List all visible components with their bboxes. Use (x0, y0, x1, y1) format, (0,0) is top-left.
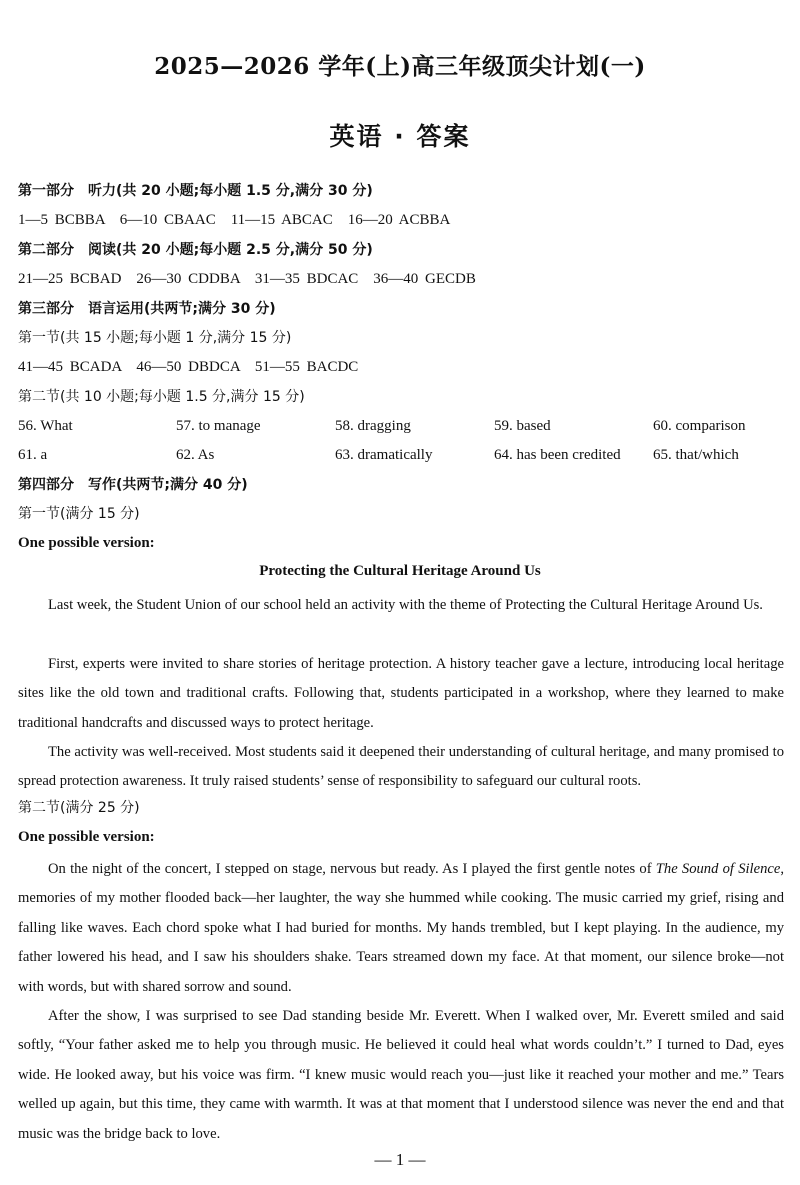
page-number: — 1 — (374, 1150, 426, 1169)
fill-answer: 56. What (18, 418, 73, 434)
part2-answers: 21—25 BCBAD 26—30 CDDBA 31—35 BDCAC 36—40 GECDB (18, 271, 476, 287)
page-subtitle: 英语 · 答案 (329, 122, 471, 151)
fill-answer: 62. As (176, 447, 215, 463)
fill-answer: 60. comparison (653, 418, 746, 434)
song-title: The Sound of Silence (655, 861, 781, 877)
fill-answer: 58. dragging (335, 418, 411, 434)
part1-answers: 1—5 BCBBA 6—10 CBAAC 11—15 ABCAC 16—20 ACBBA (18, 212, 451, 228)
part3-section2-heading: 第二节(共 10 小题;每小题 1.5 分,满分 15 分) (18, 389, 305, 405)
part4-heading: 第四部分 写作(共两节;满分 40 分) (18, 477, 248, 493)
essay-paragraph: The activity was well-received. Most students said it deepened their understanding of cultural heritage, and many promised to spread protection awareness. It truly raised students’ sense of responsibility to safeguard our cultural roots. (18, 744, 784, 790)
fill-answers-row-1 (18, 416, 798, 436)
essay-paragraph: First, experts were invited to share stories of heritage protection. A history teacher gave a lecture, introducing local heritage sites like the old town and traditional crafts. Following that, students participated in a workshop, where they learned to make traditional handcrafts and discussed ways to protect heritage. (18, 656, 784, 731)
part4-section1-heading: 第一节(满分 15 分) (18, 506, 140, 522)
part3-heading: 第三部分 语言运用(共两节;满分 30 分) (18, 301, 276, 317)
story-paragraph (18, 855, 784, 1002)
story-text: , memories of my mother flooded back—her laughter, the way she hummed while cooking. The music carried my grief, rising and falling like waves. Each chord spoke what I had buried for months. My hands trembled, but I kept playing. In the audience, my father lowered his head, and I saw his shoulders shake. Tears streamed down my face. At that moment, our silence broke—not with words, but with shared sorrow and sound. (18, 861, 784, 995)
part4-section2-heading: 第二节(满分 25 分) (18, 800, 140, 816)
fill-answer: 63. dramatically (335, 447, 433, 463)
fill-answer: 59. based (494, 418, 551, 434)
fill-answer: 57. to manage (176, 418, 261, 434)
fill-answer: 65. that/which (653, 447, 739, 463)
part2-heading: 第二部分 阅读(共 20 小题;每小题 2.5 分,满分 50 分) (18, 242, 373, 258)
part1-heading: 第一部分 听力(共 20 小题;每小题 1.5 分,满分 30 分) (18, 183, 373, 199)
essay-paragraph: Last week, the Student Union of our school held an activity with the theme of Protecting the Cultural Heritage Around Us. (48, 597, 763, 613)
story-text: On the night of the concert, I stepped on stage, nervous but ready. As I played the first gentle notes of (48, 861, 656, 877)
fill-answers-row-2 (18, 445, 798, 465)
version-label: One possible version: (18, 829, 155, 845)
version-label: One possible version: (18, 535, 155, 551)
essay-title: Protecting the Cultural Heritage Around Us (259, 563, 541, 579)
fill-answer: 61. a (18, 447, 48, 463)
part3-section1-answers: 41—45 BCADA 46—50 DBDCA 51—55 BACDC (18, 359, 359, 375)
fill-answer: 64. has been credited (494, 447, 621, 463)
story-paragraph: After the show, I was surprised to see Dad standing beside Mr. Everett. When I walked over, Mr. Everett smiled and said softly, “Your father asked me to help you through music. He believed it could heal what words couldn’t.” I turned to Dad, eyes wide. He looked away, but his voice was firm. “I knew music would reach you—just like it reached your mother and me.” Tears welled up again, but this time, they came with warmth. It was at that moment that I understood silence was never the end and that music was the bridge back to love. (18, 1008, 784, 1142)
part3-section1-heading: 第一节(共 15 小题;每小题 1 分,满分 15 分) (18, 330, 292, 346)
page-title: 2025—2026 学年(上)高三年级顶尖计划(一) (154, 53, 646, 80)
